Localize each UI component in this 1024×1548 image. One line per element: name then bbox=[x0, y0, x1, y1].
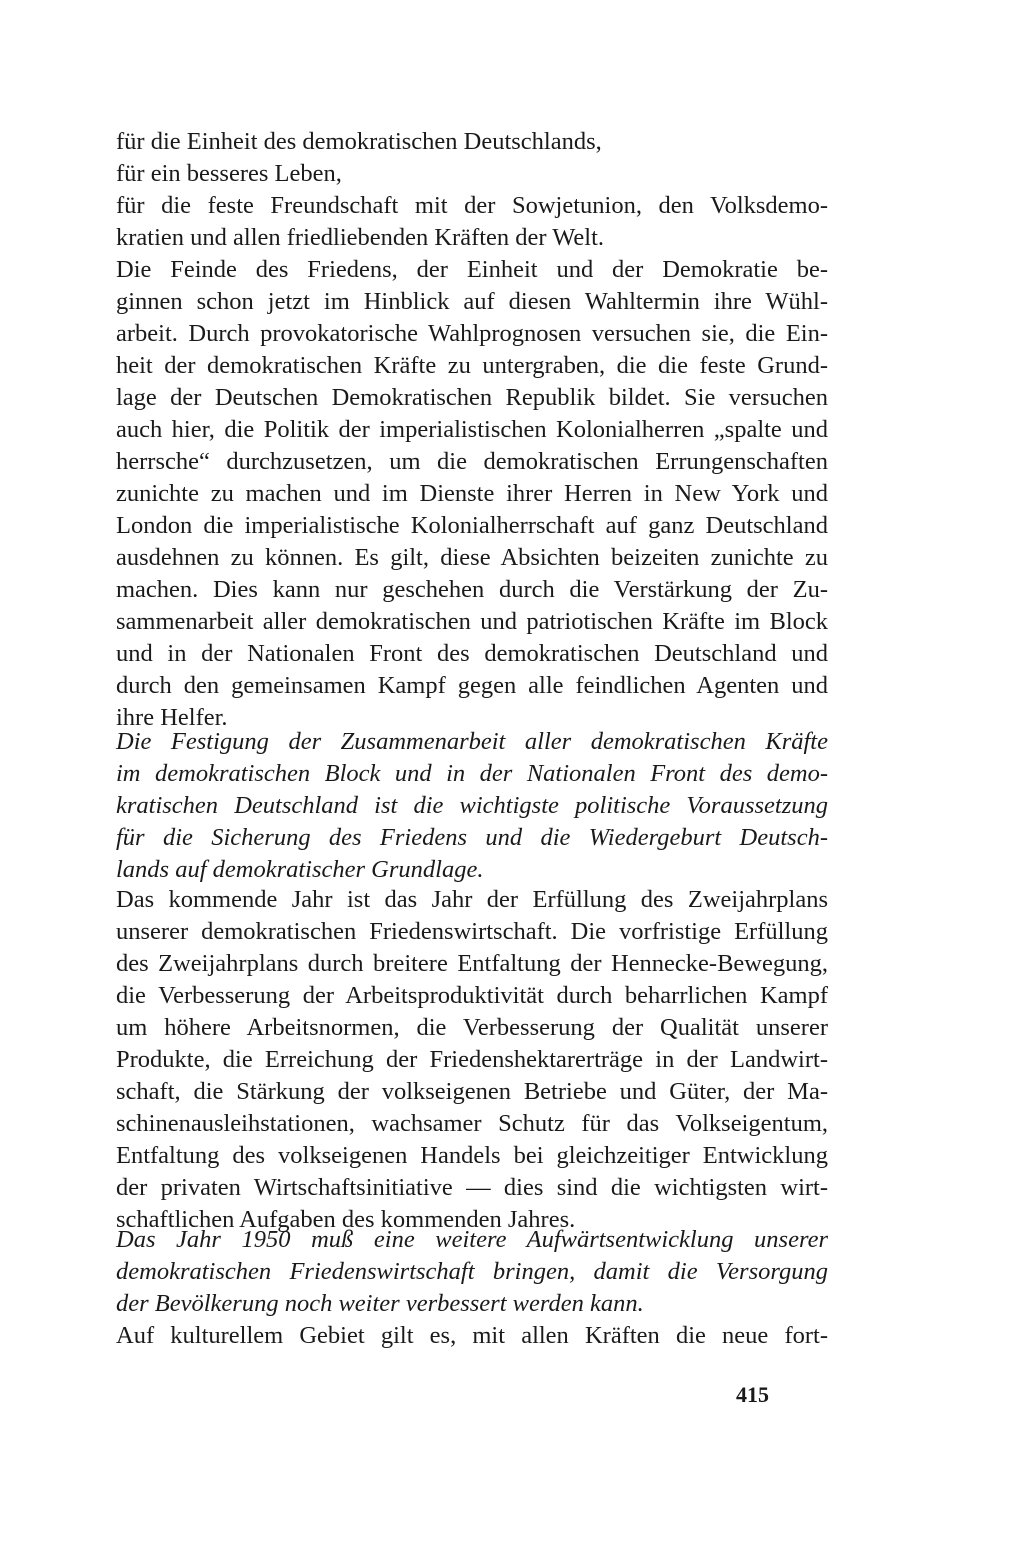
text-line: arbeit. Durch provokatorische Wahlprognosen versuchen sie, die Ein- bbox=[116, 320, 828, 347]
text-line: ihre Helfer. bbox=[116, 704, 228, 731]
text-line: des Zweijahrplans durch breitere Entfaltung der Hennecke-Bewegung, bbox=[116, 950, 828, 977]
text-line: die Verbesserung der Arbeitsproduktivität durch beharrlichen Kampf bbox=[116, 982, 828, 1009]
text-line: kratien und allen friedliebenden Kräften der Welt. bbox=[116, 224, 605, 251]
text-line: Entfaltung des volkseigenen Handels bei gleichzeitiger Entwicklung bbox=[116, 1142, 828, 1169]
paragraph-3 bbox=[116, 1320, 828, 1352]
text-line: Auf kulturellem Gebiet gilt es, mit allen Kräften die neue fort- bbox=[116, 1322, 828, 1349]
text-line: der Bevölkerung noch weiter verbessert werden kann. bbox=[116, 1290, 644, 1317]
text-line: auch hier, die Politik der imperialistischen Kolonialherren „spalte und bbox=[116, 416, 828, 443]
text-line: für die Einheit des demokratischen Deutschlands, bbox=[116, 128, 602, 155]
paragraph-2 bbox=[116, 884, 828, 1236]
text-line: heit der demokratischen Kräfte zu untergraben, die die feste Grund- bbox=[116, 352, 828, 379]
text-line: Das Jahr 1950 muß eine weitere Aufwärtsentwicklung unserer bbox=[116, 1226, 828, 1253]
text-line: schaft, die Stärkung der volkseigenen Betriebe und Güter, der Ma- bbox=[116, 1078, 828, 1105]
text-line: für ein besseres Leben, bbox=[116, 160, 342, 187]
italic-paragraph-2 bbox=[116, 1224, 828, 1320]
text-line: kratischen Deutschland ist die wichtigste politische Voraussetzung bbox=[116, 792, 828, 819]
text-line: zunichte zu machen und im Dienste ihrer Herren in New York und bbox=[116, 480, 828, 507]
text-line: Produkte, die Erreichung der Friedenshektarerträge in der Landwirt- bbox=[116, 1046, 828, 1073]
text-line: sammenarbeit aller demokratischen und patriotischen Kräfte im Block bbox=[116, 608, 828, 635]
text-line: lage der Deutschen Demokratischen Republik bildet. Sie versuchen bbox=[116, 384, 828, 411]
text-line: schaftlichen Aufgaben des kommenden Jahres. bbox=[116, 1206, 576, 1233]
text-line: ginnen schon jetzt im Hinblick auf diesen Wahltermin ihre Wühl- bbox=[116, 288, 828, 315]
text-line: machen. Dies kann nur geschehen durch die Verstärkung der Zu- bbox=[116, 576, 828, 603]
text-line: ausdehnen zu können. Es gilt, diese Absichten beizeiten zunichte zu bbox=[116, 544, 828, 571]
text-line: und in der Nationalen Front des demokratischen Deutschland und bbox=[116, 640, 828, 667]
text-line: der privaten Wirtschaftsinitiative — dies sind die wichtigsten wirt- bbox=[116, 1174, 828, 1201]
text-line: für die feste Freundschaft mit der Sowjetunion, den Volksdemo- bbox=[116, 192, 828, 219]
paragraph-1 bbox=[116, 254, 828, 734]
text-line: um höhere Arbeitsnormen, die Verbesserung der Qualität unserer bbox=[116, 1014, 828, 1041]
text-line: London die imperialistische Kolonialherrschaft auf ganz Deutschland bbox=[116, 512, 828, 539]
text-line: Das kommende Jahr ist das Jahr der Erfüllung des Zweijahrplans bbox=[116, 886, 828, 913]
text-line: Die Festigung der Zusammenarbeit aller demokratischen Kräfte bbox=[116, 728, 828, 755]
text-line: im demokratischen Block und in der Nationalen Front des demo- bbox=[116, 760, 828, 787]
text-line: demokratischen Friedenswirtschaft bringen, damit die Versorgung bbox=[116, 1258, 828, 1285]
italic-paragraph-1 bbox=[116, 726, 828, 886]
page-number: 415 bbox=[736, 1382, 769, 1407]
text-line: durch den gemeinsamen Kampf gegen alle feindlichen Agenten und bbox=[116, 672, 828, 699]
text-line: schinenausleihstationen, wachsamer Schutz für das Volkseigentum, bbox=[116, 1110, 828, 1137]
text-line: Die Feinde des Friedens, der Einheit und der Demokratie be- bbox=[116, 256, 828, 283]
text-line: lands auf demokratischer Grundlage. bbox=[116, 856, 484, 883]
text-line: herrsche“ durchzusetzen, um die demokratischen Errungenschaften bbox=[116, 448, 828, 475]
intro-lines bbox=[116, 126, 828, 254]
text-line: für die Sicherung des Friedens und die Wiedergeburt Deutsch- bbox=[116, 824, 828, 851]
text-line: unserer demokratischen Friedenswirtschaft. Die vorfristige Erfüllung bbox=[116, 918, 828, 945]
